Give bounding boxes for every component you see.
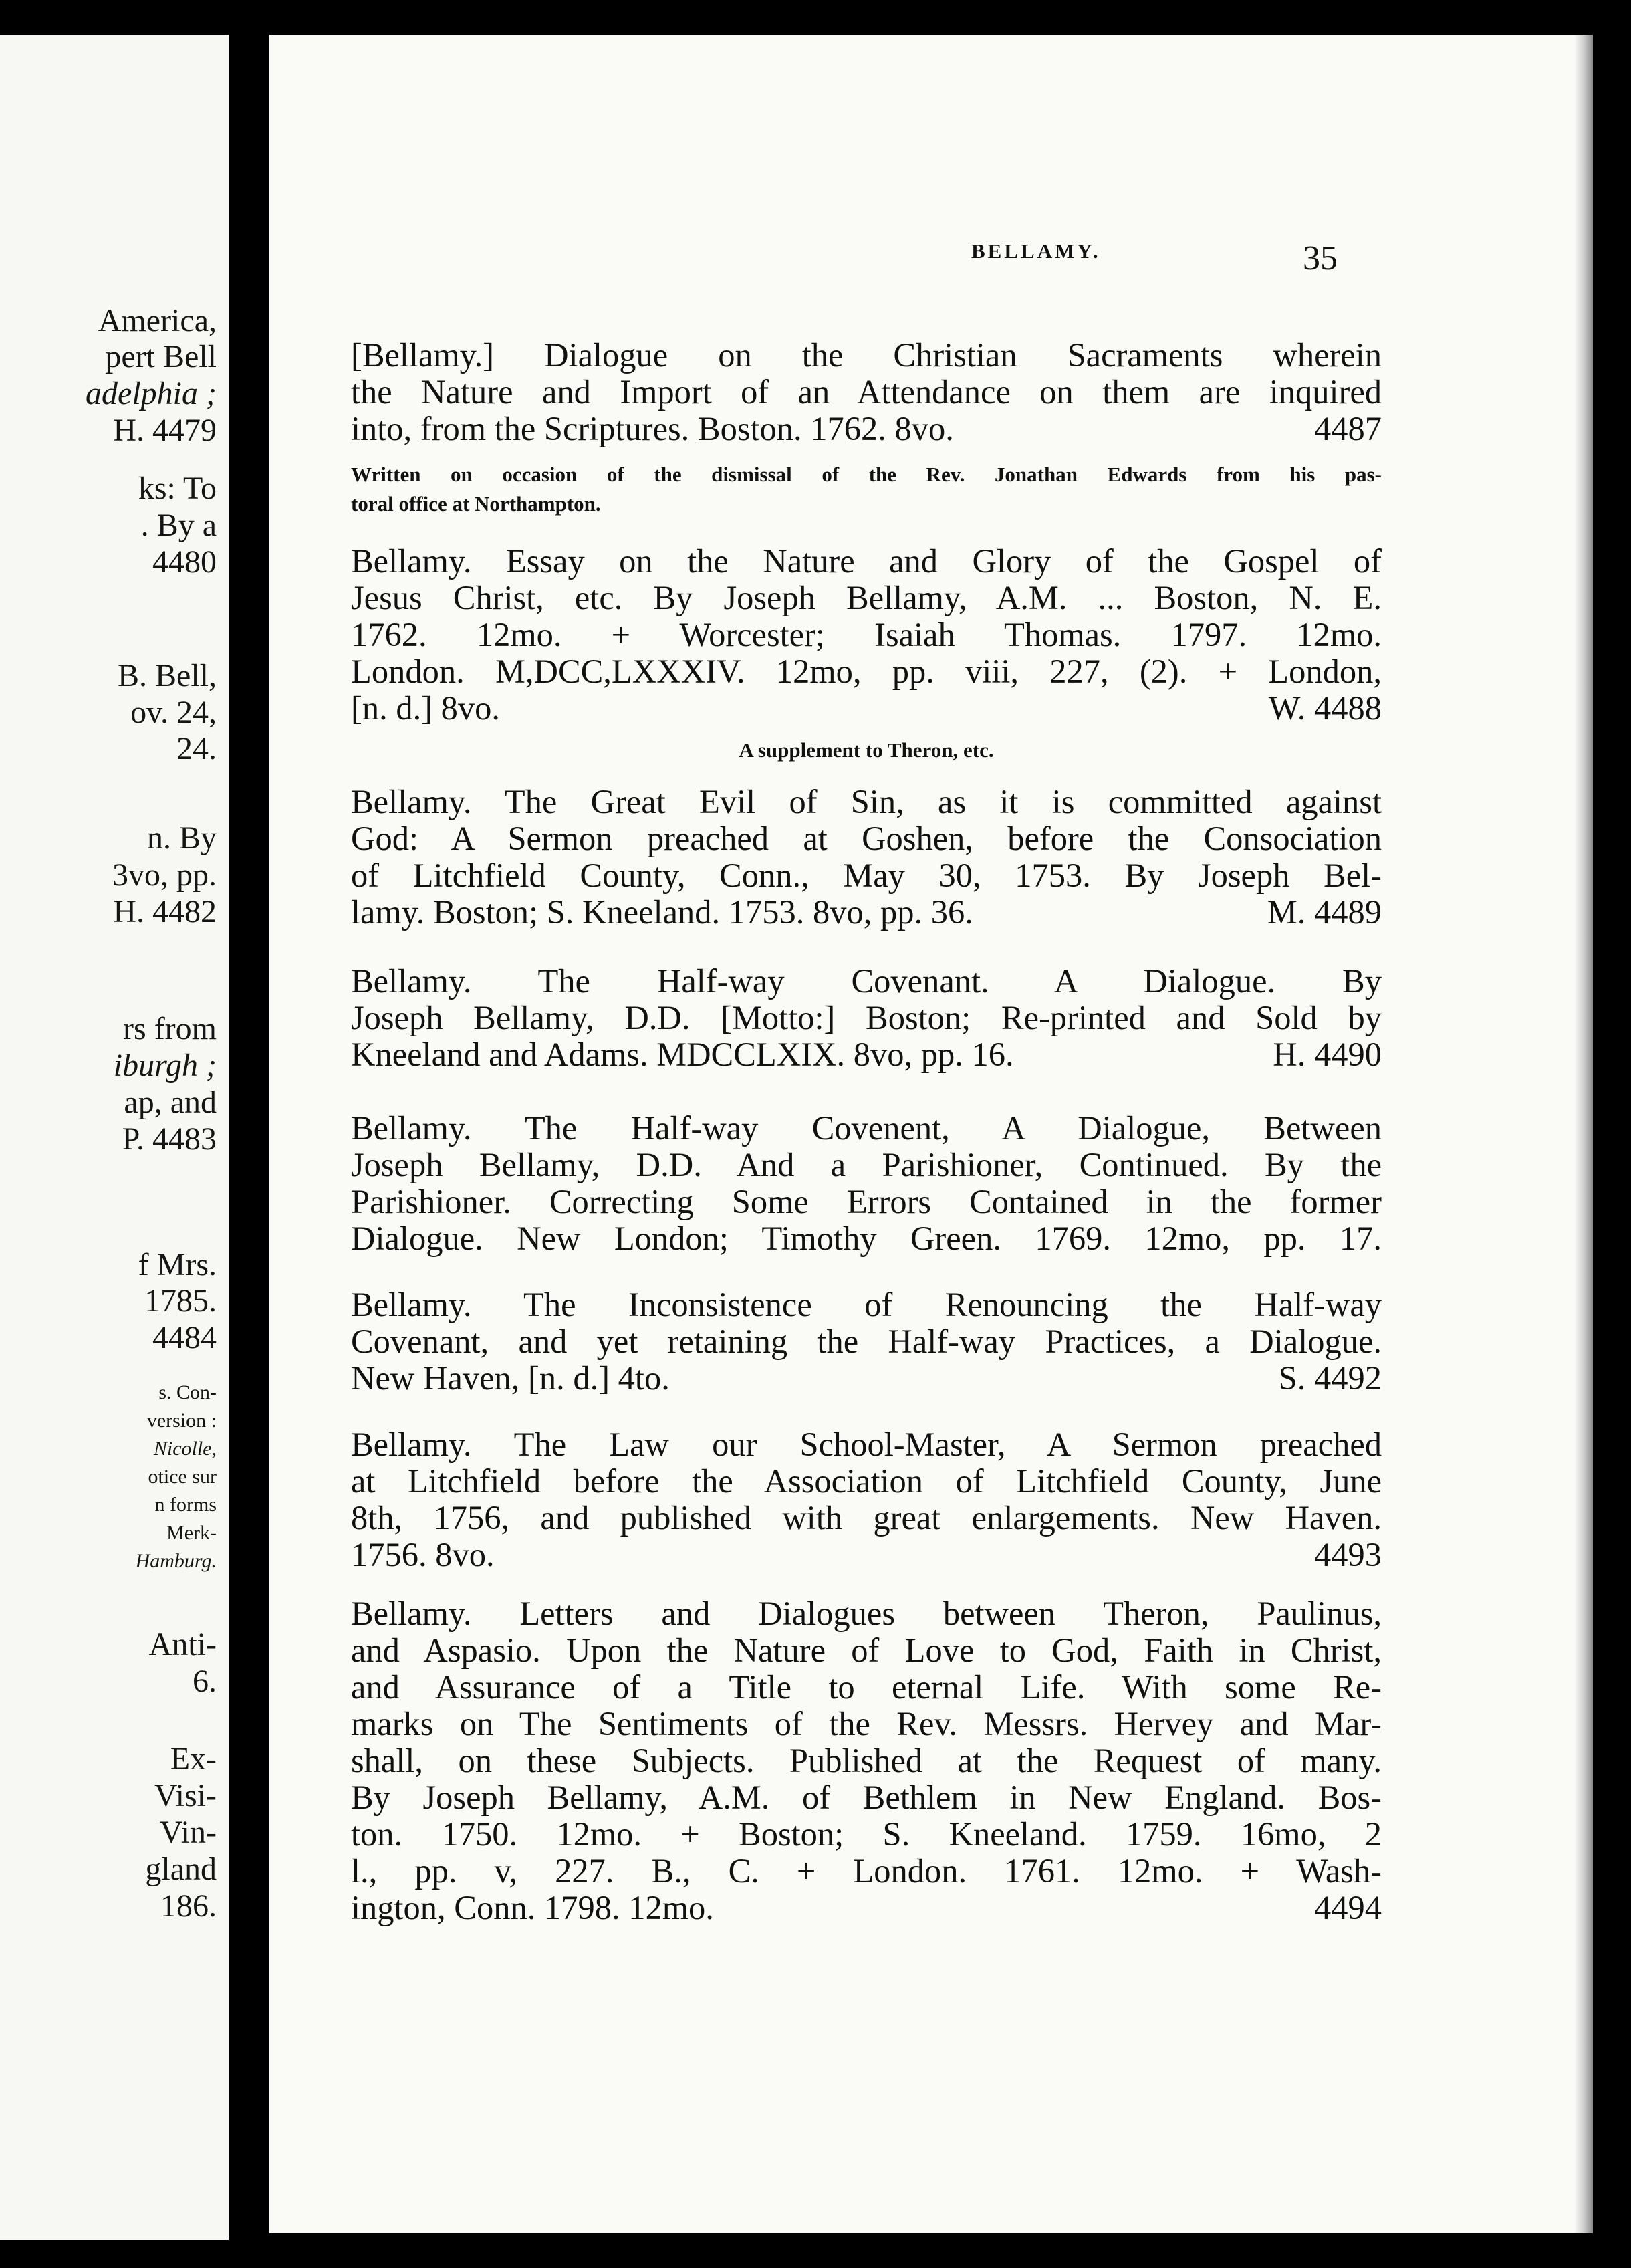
entry-line: at Litchfield before the Association of Litchfield County, June <box>351 1462 1382 1500</box>
entry-text: ington, Conn. 1798. 12mo. <box>351 1889 714 1926</box>
entry-line: [Bellamy.] Dialogue on the Christian Sacraments wherein <box>351 336 1382 374</box>
book-gutter <box>229 0 267 2268</box>
left-margin-text: Nicolle, <box>153 1438 217 1460</box>
right-page <box>269 35 1593 2233</box>
left-margin-text: otice sur <box>148 1466 217 1488</box>
entry-text: Kneeland and Adams. MDCCLXIX. 8vo, pp. 16. <box>351 1036 1014 1073</box>
left-margin-text: ks: To <box>138 471 217 506</box>
entry-line: Bellamy. The Half-way Covenent, A Dialogue, Between <box>351 1109 1382 1147</box>
left-margin-text: Anti- <box>148 1627 217 1662</box>
entry-line <box>351 1034 1382 1075</box>
left-margin-text: Vin- <box>159 1815 217 1850</box>
entry-line: the Nature and Import of an Attendance on them are inquired <box>351 373 1382 411</box>
catalogue-number: M. 4489 <box>1267 893 1382 931</box>
entry-line: Parishioner. Correcting Some Errors Contained in the former <box>351 1183 1382 1220</box>
entry-line: Bellamy. The Inconsistence of Renouncing the Half-way <box>351 1286 1382 1323</box>
entry-line: Jesus Christ, etc. By Joseph Bellamy, A.M. ... Boston, N. E. <box>351 579 1382 616</box>
entry-line: Bellamy. Letters and Dialogues between Theron, Paulinus, <box>351 1595 1382 1632</box>
entry-text: lamy. Boston; S. Kneeland. 1753. 8vo, pp. 36. <box>351 893 973 931</box>
entry-line: marks on The Sentiments of the Rev. Messrs. Hervey and Mar- <box>351 1705 1382 1742</box>
entry-line: 8th, 1756, and published with great enlargements. New Haven. <box>351 1499 1382 1537</box>
entry-line: Bellamy. The Half-way Covenant. A Dialogue. By <box>351 962 1382 1000</box>
entry-line <box>351 1357 1382 1399</box>
entry-line: Dialogue. New London; Timothy Green. 1769. 12mo, pp. 17. <box>351 1220 1382 1257</box>
left-margin-text: s. Con- <box>158 1381 217 1403</box>
left-margin-text: 1785. <box>144 1283 217 1319</box>
catalogue-number: S. 4492 <box>1278 1359 1382 1397</box>
entry-line <box>351 1534 1382 1575</box>
page-edge <box>1574 35 1593 2233</box>
entry-line: God: A Sermon preached at Goshen, before the Consociation <box>351 820 1382 857</box>
left-margin-text: version : <box>146 1409 217 1432</box>
entry-line <box>351 1887 1382 1928</box>
catalogue-number: W. 4488 <box>1268 689 1382 727</box>
left-margin-text: . By a <box>140 507 217 543</box>
left-margin-text: Hamburg. <box>135 1550 217 1572</box>
left-margin-text: H. 4479 <box>113 413 217 448</box>
left-margin-text: iburgh ; <box>113 1048 217 1083</box>
entry-line <box>351 687 1382 729</box>
left-margin-text: Ex- <box>170 1741 217 1777</box>
catalogue-number: 4493 <box>1314 1536 1382 1573</box>
entry-line: and Aspasio. Upon the Nature of Love to God, Faith in Christ, <box>351 1631 1382 1669</box>
entry-line: London. M,DCC,LXXXIV. 12mo, pp. viii, 227, (2). + London, <box>351 653 1382 690</box>
entry-note: Written on occasion of the dismissal of the Rev. Jonathan Edwards from his pas- <box>351 463 1382 486</box>
left-page-fragment <box>0 35 229 2240</box>
entry-text: 1756. 8vo. <box>351 1536 495 1573</box>
left-margin-text: Merk- <box>166 1522 217 1544</box>
entry-text: into, from the Scriptures. Boston. 1762. 8vo. <box>351 410 954 447</box>
left-margin-text: pert Bell <box>105 339 217 374</box>
left-margin-text: 4480 <box>152 544 217 580</box>
entry-text: New Haven, [n. d.] 4to. <box>351 1359 670 1397</box>
entry-line <box>351 891 1382 933</box>
left-margin-text: 4484 <box>152 1320 217 1355</box>
left-margin-text: 6. <box>193 1664 217 1699</box>
entry-line: 1762. 12mo. + Worcester; Isaiah Thomas. 1797. 12mo. <box>351 616 1382 653</box>
entry-line: of Litchfield County, Conn., May 30, 1753. By Joseph Bel- <box>351 857 1382 894</box>
running-head: BELLAMY. <box>971 239 1101 263</box>
left-margin-text: ap, and <box>124 1085 217 1120</box>
catalogue-number: 4487 <box>1314 410 1382 447</box>
left-margin-text: America, <box>98 303 217 338</box>
entry-line: Bellamy. Essay on the Nature and Glory of the Gospel of <box>351 542 1382 580</box>
entry-line: Joseph Bellamy, D.D. And a Parishioner, Continued. By the <box>351 1146 1382 1183</box>
entry-line <box>351 408 1382 449</box>
left-margin-text: 186. <box>160 1888 217 1924</box>
left-margin-text: 3vo, pp. <box>112 857 217 893</box>
page-number: 35 <box>1303 239 1338 277</box>
catalogue-number: 4494 <box>1314 1889 1382 1926</box>
left-margin-text: rs from <box>123 1011 217 1046</box>
left-margin-text: Visi- <box>154 1778 217 1813</box>
left-margin-text: ov. 24, <box>130 695 217 730</box>
entry-note: toral office at Northampton. <box>351 492 601 516</box>
entry-line: and Assurance of a Title to eternal Life. With some Re- <box>351 1668 1382 1706</box>
entry-text: [n. d.] 8vo. <box>351 689 501 727</box>
left-margin-text: B. Bell, <box>117 658 217 693</box>
entry-line: Covenant, and yet retaining the Half-way Practices, a Dialogue. <box>351 1323 1382 1360</box>
entry-line: shall, on these Subjects. Published at the Request of many. <box>351 1742 1382 1779</box>
left-margin-text: P. 4483 <box>122 1121 217 1157</box>
entry-line: ton. 1750. 12mo. + Boston; S. Kneeland. 1759. 16mo, 2 <box>351 1815 1382 1853</box>
left-margin-text: n. By <box>146 820 217 856</box>
catalogue-number: H. 4490 <box>1273 1036 1382 1073</box>
entry-line: Joseph Bellamy, D.D. [Motto:] Boston; Re-printed and Sold by <box>351 999 1382 1036</box>
entry-line: Bellamy. The Law our School-Master, A Sermon preached <box>351 1426 1382 1463</box>
entry-note: A supplement to Theron, etc. <box>739 738 994 762</box>
left-margin-text: gland <box>145 1851 217 1887</box>
entry-line: l., pp. v, 227. B., C. + London. 1761. 12mo. + Wash- <box>351 1852 1382 1890</box>
left-margin-text: n forms <box>154 1494 217 1516</box>
left-margin-text: H. 4482 <box>113 894 217 929</box>
entry-line: By Joseph Bellamy, A.M. of Bethlem in New England. Bos- <box>351 1779 1382 1816</box>
left-margin-text: 24. <box>176 731 217 766</box>
left-margin-text: f Mrs. <box>138 1247 217 1282</box>
entry-line: Bellamy. The Great Evil of Sin, as it is committed against <box>351 783 1382 820</box>
left-margin-text: adelphia ; <box>86 376 217 411</box>
